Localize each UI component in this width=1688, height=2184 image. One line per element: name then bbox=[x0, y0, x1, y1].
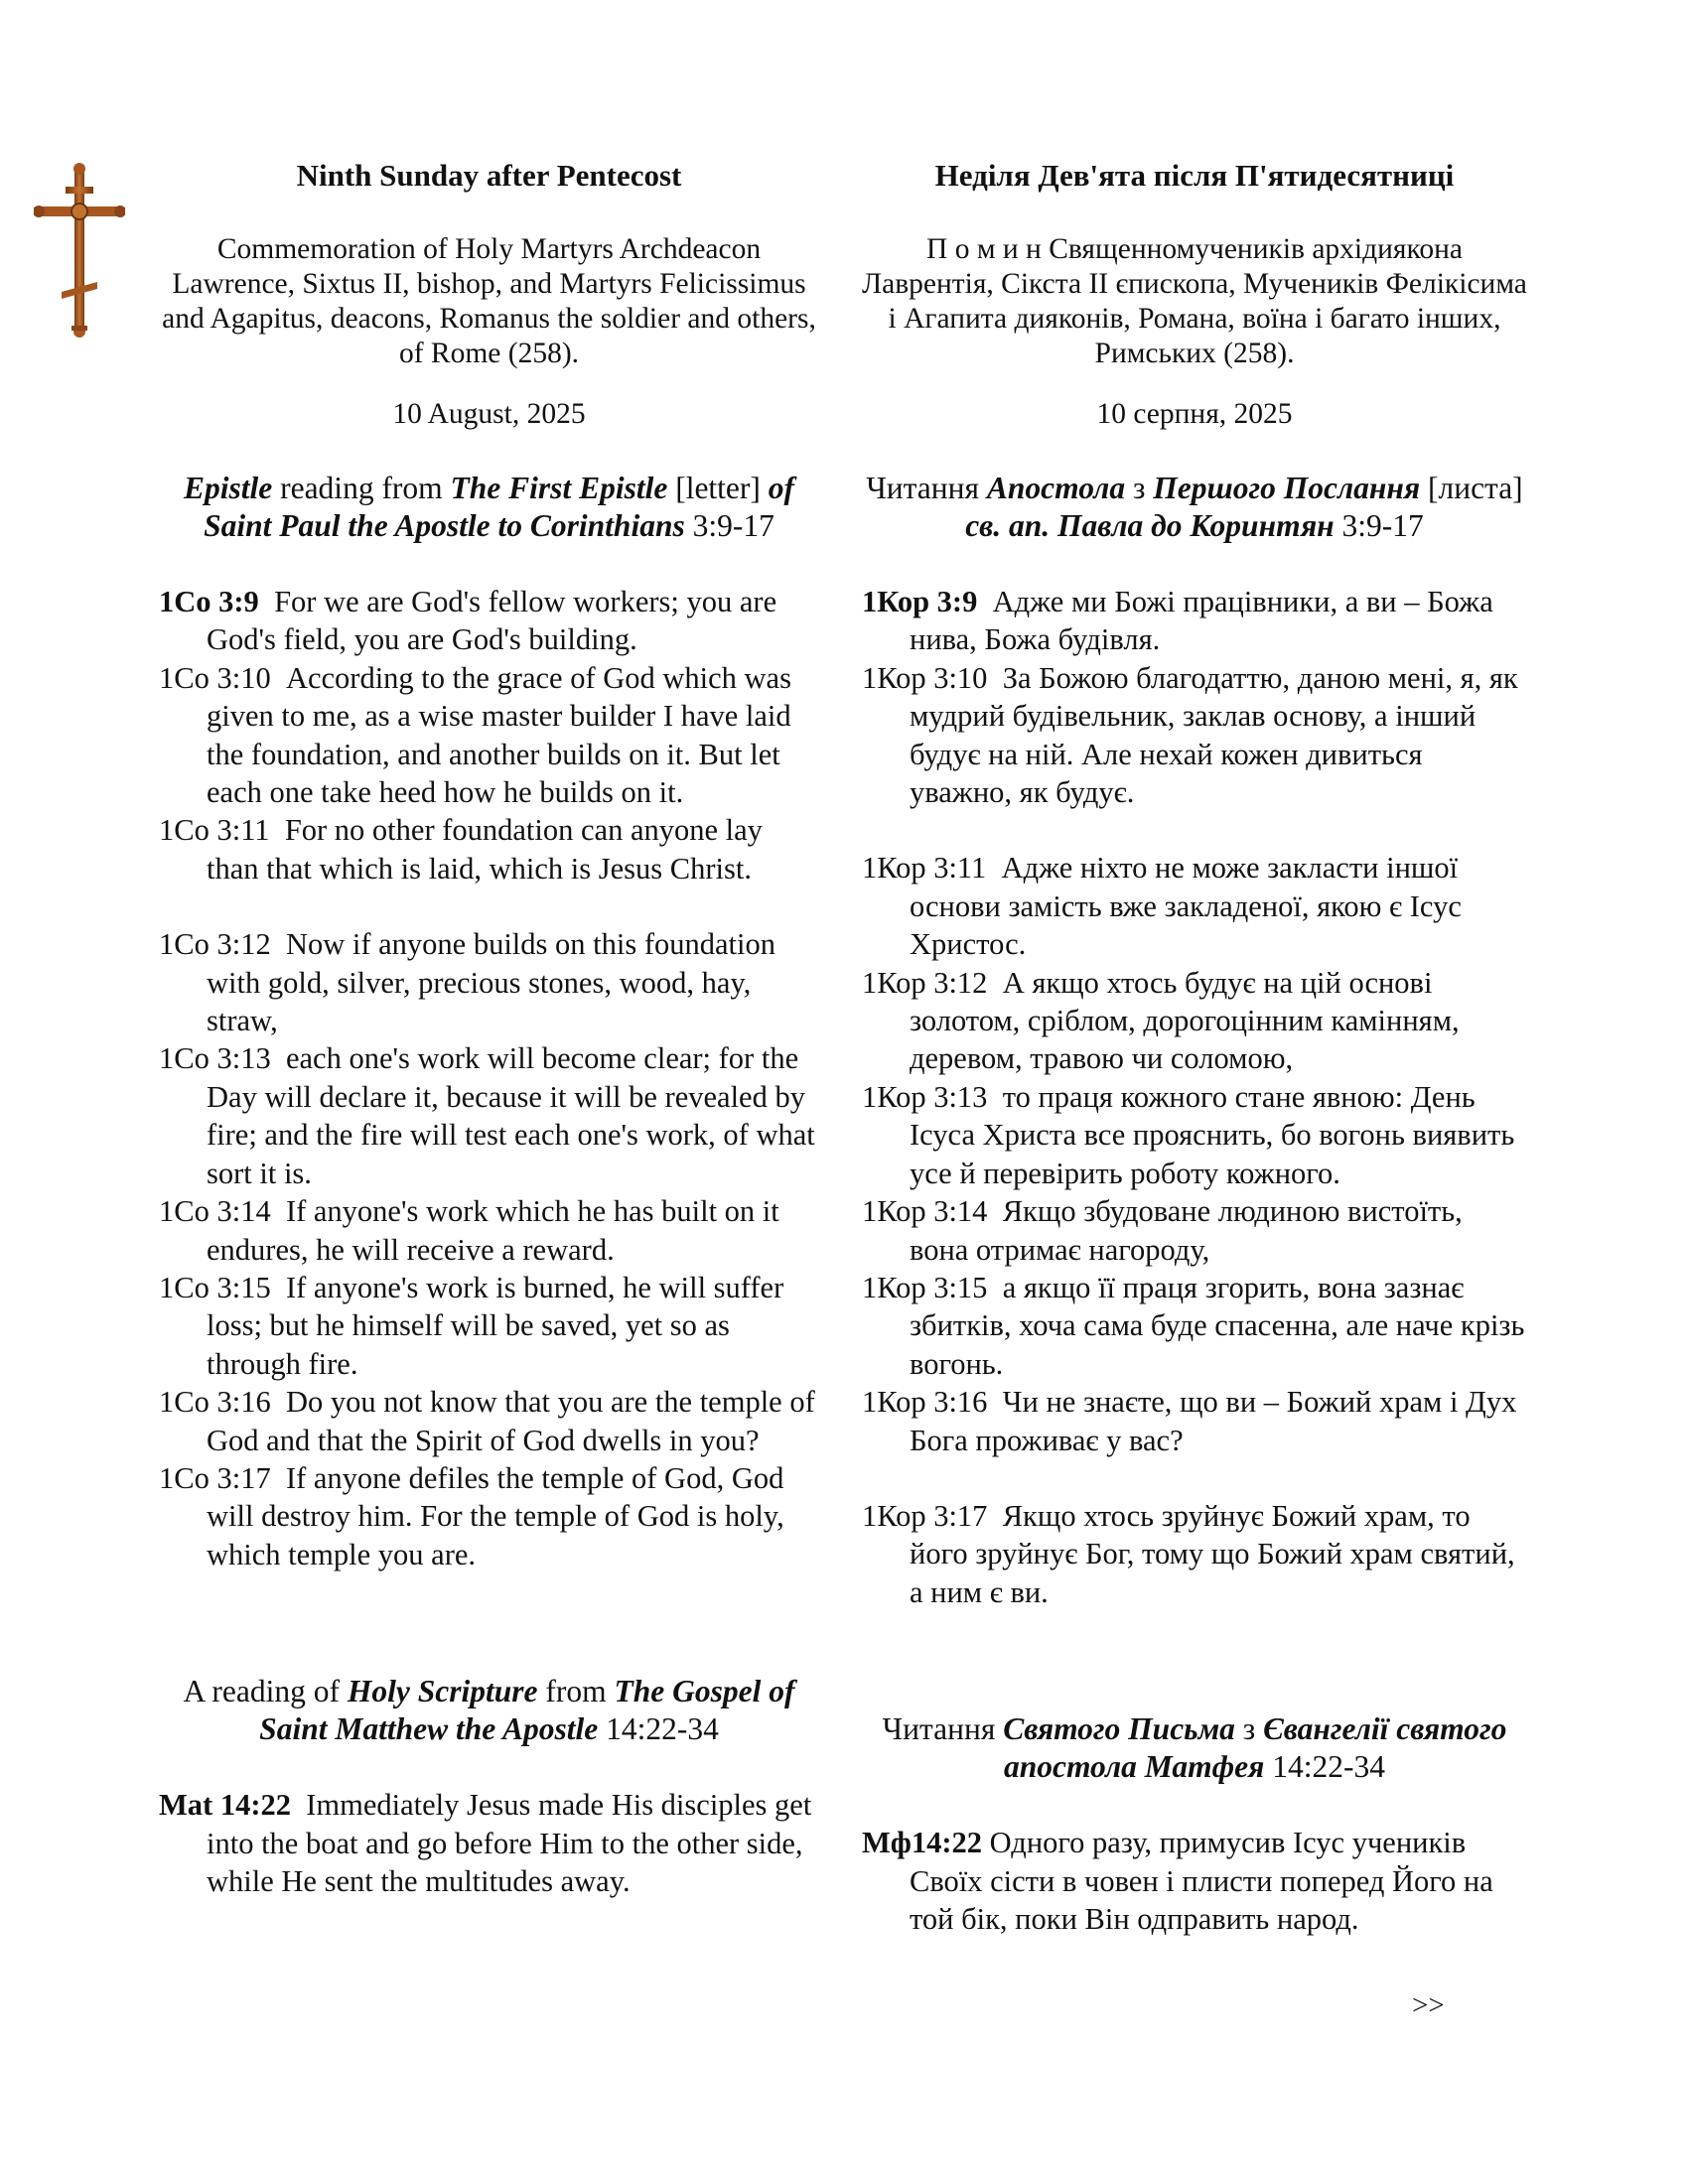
date-english: 10 August, 2025 bbox=[392, 398, 586, 430]
verse: 1Кор 3:10 За Божою благодаттю, даною мені, я, як мудрий будівельник, заклав основу, а інший будує на ній. Але нехай кожен дивиться уважно, як будує. bbox=[862, 660, 1518, 810]
verse: 1Co 3:13 each one's work will become clear; for the Day will declare it, because it will be revealed by fire; and the fire will test each one's work, of what sort it is. bbox=[159, 1041, 815, 1190]
verse: 1Co 3:9 For we are God's fellow workers; you are God's field, you are God's building. bbox=[159, 585, 777, 657]
verse: 1Co 3:12 Now if anyone builds on this foundation with gold, silver, precious stones, wood, hay, straw, bbox=[159, 927, 775, 1038]
page-title-english: Ninth Sunday after Pentecost bbox=[296, 158, 682, 193]
verse: 1Co 3:11 For no other foundation can anyone lay than that which is laid, which is Jesus Christ. bbox=[159, 813, 763, 886]
verse: 1Кор 3:17 Якщо хтось зруйнує Божий храм, то його зруйнує Бог, тому що Божий храм святий, а ним є ви. bbox=[862, 1498, 1515, 1609]
verse: 1Co 3:17 If anyone defiles the temple of God, God will destroy him. For the temple of God is holy, which temple you are. bbox=[159, 1460, 784, 1571]
verse: 1Co 3:14 If anyone's work which he has built on it endures, he will receive a reward. bbox=[159, 1194, 779, 1267]
gospel-verses-english bbox=[159, 1786, 819, 1900]
epistle-heading-ukrainian: Читання Апостола з Першого Послання [листа] св. ап. Павла до Коринтян 3:9-17 bbox=[866, 471, 1523, 543]
verse: 1Кор 3:12 А якщо хтось будує на цій основі золотом, сріблом, дорогоцінним камінням, деревом, травою чи соломою, bbox=[862, 965, 1460, 1076]
gospel-verses-ukrainian bbox=[862, 1824, 1527, 1938]
verse: 1Co 3:10 According to the grace of God which was given to me, as a wise master builder I have laid the foundation, and another builds on it. But let each one take heed how he builds on it. bbox=[159, 660, 791, 810]
epistle-verses-english bbox=[159, 583, 819, 1573]
continue-marker: >> bbox=[1412, 1989, 1445, 2021]
verse: Mat 14:22 Immediately Jesus made His disciples get into the boat and go before Him to the other side, while He sent the multitudes away. bbox=[159, 1788, 812, 1898]
verse: 1Co 3:15 If anyone's work is burned, he will suffer loss; but he himself will be saved, yet so as through fire. bbox=[159, 1270, 784, 1381]
verse: 1Кор 3:16 Чи не знаєте, що ви – Божий храм і Дух Бога проживає у вас? bbox=[862, 1385, 1517, 1457]
verse: 1Кор 3:9 Адже ми Божі працівники, а ви – Божа нива, Божа будівля. bbox=[862, 585, 1493, 657]
epistle-verses-ukrainian bbox=[862, 583, 1527, 1611]
english-column bbox=[159, 159, 819, 1900]
orthodox-cross-icon bbox=[34, 161, 125, 340]
gospel-heading-ukrainian: Читання Святого Письма з Євангелії святого апостола Матфея 14:22-34 bbox=[882, 1711, 1507, 1785]
commemoration-ukrainian: П о м и н Священномучеників архідиякона Лаврентія, Сікста II єпископа, Мучеників Фелікісима і Агапита дияконів, Романа, воїна і багато інших, Римських (258). bbox=[862, 233, 1527, 369]
page-title-ukrainian: Неділя Дев'ята після П'ятидесятниці bbox=[934, 158, 1455, 193]
verse: 1Co 3:16 Do you not know that you are the temple of God and that the Spirit of God dwells in you? bbox=[159, 1385, 815, 1457]
date-ukrainian: 10 серпня, 2025 bbox=[1096, 398, 1293, 430]
verse: 1Кор 3:13 то праця кожного стане явною: День Ісуса Христа все прояснить, бо вогонь виявить усе й перевірить роботу кожного. bbox=[862, 1079, 1515, 1190]
verse: 1Кор 3:14 Якщо збудоване людиною вистоїть, вона отримає нагороду, bbox=[862, 1194, 1463, 1267]
verse: Мф14:22 Одного разу, примусив Ісус учеників Своїх сісти в човен і плисти поперед Його на той бік, поки Він одправить народ. bbox=[862, 1826, 1493, 1936]
gospel-heading-english: A reading of Holy Scripture from The Gospel of Saint Matthew the Apostle 14:22-34 bbox=[183, 1674, 795, 1747]
epistle-heading-english: Epistle reading from The First Epistle [letter] of Saint Paul the Apostle to Corinthians 3:9-17 bbox=[183, 471, 795, 543]
ukrainian-column bbox=[862, 159, 1527, 1938]
commemoration-english: Commemoration of Holy Martyrs Archdeacon Lawrence, Sixtus II, bishop, and Martyrs Felicissimus and Agapitus, deacons, Romanus the soldier and others, of Rome (258). bbox=[162, 233, 816, 369]
verse: 1Кор 3:11 Адже ніхто не може закласти іншої основи замість вже закладеної, якою є Ісус Христос. bbox=[862, 851, 1462, 962]
verse: 1Кор 3:15 а якщо її праця згорить, вона зазнає збитків, хоча сама буде спасенна, але наче крізь вогонь. bbox=[862, 1270, 1525, 1381]
